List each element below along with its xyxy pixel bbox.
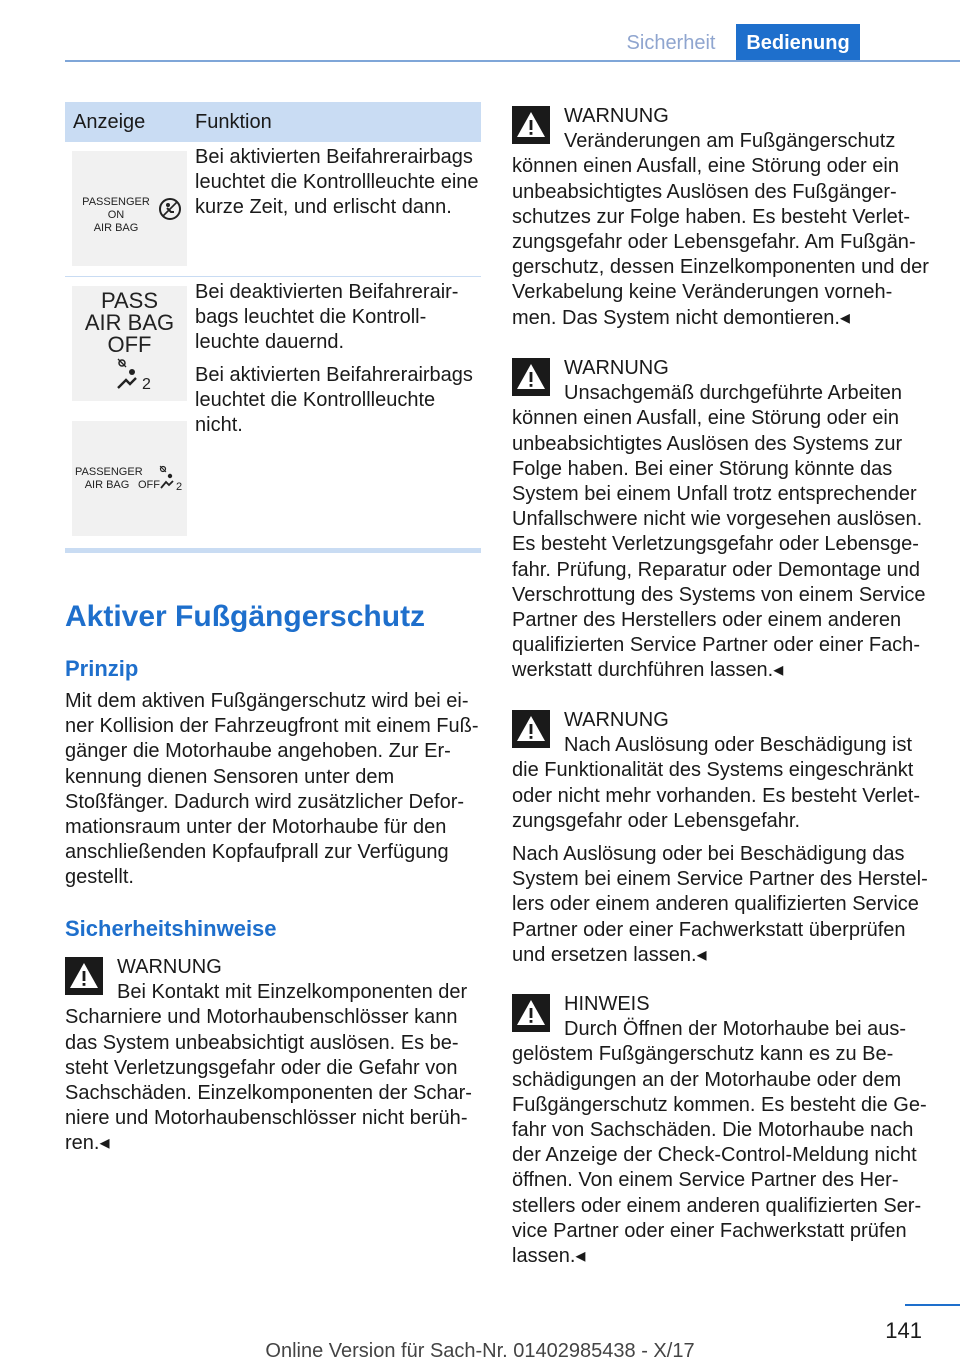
note-block (512, 992, 930, 1269)
indicator-text: OFF (107, 332, 152, 357)
warning-block (512, 104, 930, 331)
warning-icon (512, 994, 550, 1032)
indicator-digit: 2 (176, 481, 183, 493)
col-anzeige: Anzeige (73, 110, 146, 133)
online-version-text: Online Version für Sach-Nr. 01402985438 - X/17 (265, 1340, 695, 1362)
note-label: HINWEIS (564, 993, 650, 1015)
indicator-text: PASS (100, 288, 159, 313)
indicator-text: AIR BAG (84, 310, 175, 335)
col-funktion: Funktion (195, 110, 272, 133)
warning-icon (512, 106, 550, 144)
indicator-text: OFF (138, 479, 160, 491)
warning-block (512, 708, 930, 968)
page-number: 141 (885, 1318, 922, 1343)
passenger-airbag-off-indicator (72, 421, 187, 536)
seat-airbag-off-icon (112, 358, 142, 392)
prinzip-text: Mit dem aktiven Fußgängerschutz wird bei einer Kollision der Fahrzeugfront mit einem Fußgänger die Motorhaube angehoben. Zur Erkennung dienen Sensoren unter dem Stoßfänger. Dadurch wird zusätzlicher Deformationsraum unter der Motorhaube für den anschließenden Kopfaufprall zur Verfügung gestellt. (65, 690, 479, 889)
warning-label: WARNUNG (117, 956, 222, 978)
indicator-text: PASSENGER (75, 466, 143, 478)
table-header (65, 102, 481, 142)
indicator-text: AIR BAG (84, 479, 130, 491)
table-row (65, 277, 481, 536)
warning-block (65, 955, 481, 1157)
indicator-table (65, 102, 481, 553)
indicator-text: PASSENGER ON (82, 196, 150, 221)
warning-icon (65, 957, 103, 995)
warning-label: WARNUNG (564, 357, 669, 379)
warning-icon (512, 710, 550, 748)
warning-text: Bei Kontakt mit Einzelkomponenten der Scharniere und Motorhaubenschlösser kann das System unbeabsichtigt auslösen. Es besteht Verletzungsgefahr oder die Gefahr von Sachschäden. Einzelkomponenten der Scharniere und Motorhaubenschlösser nicht berühren.◂ (65, 981, 472, 1155)
row2-function-text: Bei aktivierten Beifahrerairbags leuchtet die Kontrollleuchte nicht. (195, 364, 473, 436)
table-row (65, 142, 481, 266)
warning-block (512, 356, 930, 684)
warning-text: Unsachgemäß durchgeführte Arbeiten können einen Ausfall, eine Störung oder ein unbeabsichtigtes Auslösen des Systems zur Folge haben. Bei einer Störung könnte das System bei einem Unfall trotz entsprechender Unfallschwere nicht wie vorgesehen auslösen. Es besteht Verletzungsgefahr oder Lebensgefahr. Prüfung, Reparatur oder Demontage und Verschrottung des Systems von einem Service Partner des Herstellers oder einem anderen qualifizierten Service Partner oder einer Fachwerkstatt durchführen lassen.◂ (512, 382, 926, 682)
warning-label: WARNUNG (564, 709, 669, 731)
warning-text: Nach Auslösung oder Beschädigung ist die Funktionalität des Systems eingeschränkt oder nicht mehr vorhanden. Es besteht Verletzungsgefahr oder Lebensgefahr. (512, 734, 921, 832)
hinweise-heading: Sicherheitshinweise (65, 916, 277, 941)
seat-airbag-icon (158, 197, 182, 221)
table-end-rule (65, 548, 481, 553)
warning-text: Veränderungen am Fußgängerschutz können einen Ausfall, eine Störung oder ein unbeabsichtigtes Auslösen des Fußgängerschutzes zur Folge haben. Es besteht Verletzungsgefahr oder Lebensgefahr. Am Fußgängerschutz, dessen Einzelkomponenten und der Verkabelung keine Veränderungen vornehmen. Das System nicht demontieren.◂ (512, 130, 929, 329)
warning-label: WARNUNG (564, 105, 669, 127)
indicator-text: AIR BAG (93, 222, 139, 234)
prinzip-heading: Prinzip (65, 656, 139, 681)
warning-text: Nach Auslösung oder bei Beschädigung das System bei einem Service Partner des Herstellers oder einem anderen qualifizierten Service Partner oder einer Fachwerkstatt überprüfen und ersetzen lassen.◂ (512, 843, 928, 966)
section-title: Aktiver Fußgängerschutz (65, 600, 426, 633)
header-rule (65, 60, 960, 62)
pass-airbag-off-indicator (72, 286, 187, 401)
row2-function-text: Bei deaktivierten Beifahrerairbags leuchtet die Kontrollleuchte dauernd. (195, 281, 459, 353)
header-tab-sicherheit[interactable]: Sicherheit (626, 32, 716, 54)
note-text: Durch Öffnen der Motorhaube bei ausgelöstem Fußgängerschutz kann es zu Beschädigungen an der Motorhaube oder dem Fußgängerschutz kommen. Es besteht die Gefahr von Sachschäden. Die Motorhaube nach der Anzeige der Check-Control-Meldung nicht öffnen. Von einem Service Partner des Herstellers oder einem anderen qualifizierten Service Partner oder einer Fachwerkstatt prüfen lassen.◂ (512, 1018, 927, 1268)
warning-icon (512, 358, 550, 396)
row1-function-text: Bei aktivierten Beifahrerairbags leuchtet die Kontrollleuchte eine kurze Zeit, und erlischt dann. (195, 146, 479, 218)
indicator-digit: 2 (142, 376, 151, 393)
passenger-airbag-on-indicator (72, 151, 187, 266)
header-tab-bedienung[interactable]: Bedienung (736, 24, 860, 62)
footer-rule (905, 1304, 960, 1306)
seat-airbag-off-icon (158, 465, 176, 491)
